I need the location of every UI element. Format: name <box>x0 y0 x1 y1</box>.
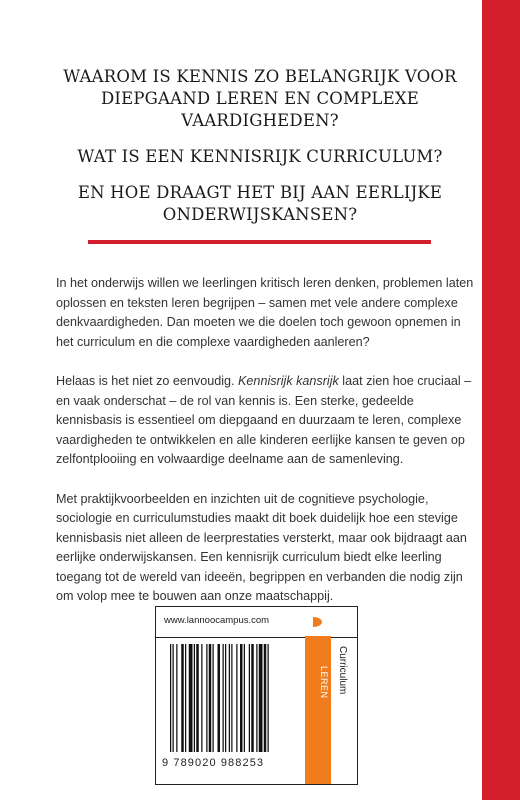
red-spine-bar <box>482 0 520 800</box>
barcode-bar <box>194 644 195 752</box>
barcode-bar <box>206 644 207 752</box>
isbn-digits: 9 789020 988253 <box>162 757 265 769</box>
cover-questions <box>40 66 480 240</box>
question-heading-2: WAT IS EEN KENNISRIJK CURRICULUM? <box>77 147 443 166</box>
barcode-bar <box>240 644 243 752</box>
barcode-bar <box>185 644 186 752</box>
barcode-bar <box>259 644 263 752</box>
barcode-bar <box>218 644 221 752</box>
barcode-bars <box>168 644 300 752</box>
barcode-bar <box>256 644 257 752</box>
barcode-area <box>155 636 358 785</box>
barcode-bar <box>209 644 212 752</box>
paragraph-2-lead: Helaas is het niet zo eenvoudig. <box>56 374 239 388</box>
publisher-url: www.lannoocampus.com <box>164 615 270 626</box>
blurb-text <box>56 274 481 627</box>
subject-label: Curriculum <box>337 646 348 695</box>
barcode-bar <box>268 644 269 752</box>
red-divider <box>88 240 431 244</box>
publisher-url-row <box>155 606 358 638</box>
paragraph-2-rest: laat zien hoe cruciaal – en vaak onderschat – de rol van kennis is. Een sterke, gedeelde kennisbasis is essentieel om diepgaand en duurzaam te leren, complexe vaardigheden te ontwikkelen en alle kinderen eerlijke kansen te geven op zelfontplooiing en volwaardige deelname aan de samenleving. <box>56 374 472 466</box>
barcode-bar <box>244 644 245 752</box>
question-heading-1: WAAROM IS KENNIS ZO BELANGRIJK VOOR DIEPGAAND LEREN EN COMPLEXE VAARDIGHEDEN? <box>63 67 457 130</box>
barcode-bar <box>229 644 230 752</box>
category-label-bar <box>305 636 331 784</box>
barcode-bar <box>223 644 224 752</box>
blurb-paragraph-2 <box>56 372 481 470</box>
barcode-bar <box>236 644 237 752</box>
barcode-bar <box>181 644 184 752</box>
barcode-block <box>155 606 360 786</box>
barcode-bar <box>231 644 232 752</box>
category-label: LEREN <box>319 666 329 699</box>
barcode-bar <box>225 644 226 752</box>
barcode-bar <box>251 644 254 752</box>
barcode-bar <box>196 644 199 752</box>
barcode-bar <box>189 644 193 752</box>
question-heading-3: EN HOE DRAAGT HET BIJ AAN EERLIJKE ONDERWIJSKANSEN? <box>77 183 443 224</box>
barcode-bar <box>213 644 214 752</box>
barcode-bar <box>173 644 174 752</box>
blurb-paragraph-3: Met praktijkvoorbeelden en inzichten uit de cognitieve psychologie, sociologie en curriculumstudies maakt dit boek duidelijk hoe een stevige kennisbasis niet alleen de leerprestaties versterkt, maar ook bijdraagt aan eerlijke onderwijskansen. Een kennisrijk curriculum biedt elke leerling toegang tot de wereld van ideeën, begrippen en verbanden die nodig zijn om volop mee te bouwen aan onze maatschappij. <box>56 491 467 603</box>
barcode-bar <box>249 644 250 752</box>
publisher-logo-icon <box>311 616 323 628</box>
barcode-bar <box>201 644 202 752</box>
book-title-italic: Kennisrijk kansrijk <box>238 374 339 388</box>
barcode-bar <box>176 644 177 752</box>
blurb-paragraph-1: In het onderwijs willen we leerlingen kritisch leren denken, problemen laten oplossen en teksten leren begrijpen – samen met vele andere complexe denkvaardigheden. Dan moeten we die doelen toch gewoon opnemen in het curriculum en die complexe vaardigheden aanleren? <box>56 276 474 349</box>
barcode-bar <box>264 644 267 752</box>
barcode-bar <box>170 644 171 752</box>
